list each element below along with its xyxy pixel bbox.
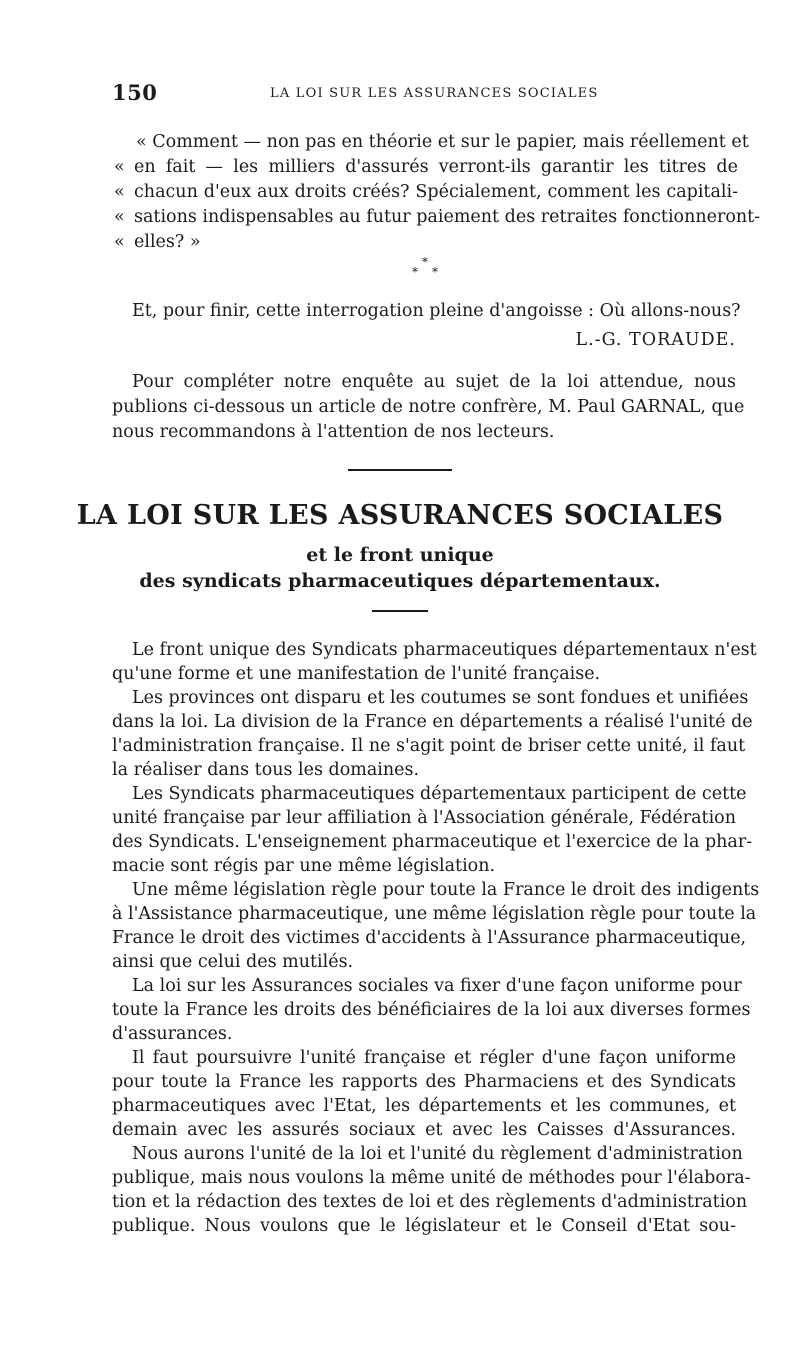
- quote-line-text: en fait — les milliers d'assurés verront-ils garantir les titres de: [134, 157, 738, 177]
- body-line: pharmaceutiques avec l'Etat, les départements et les communes, et: [112, 1096, 736, 1116]
- body-line: Les Syndicats pharmaceutiques départementaux participent de cette: [132, 784, 747, 804]
- body-line: unité française par leur affiliation à l'Association générale, Fédération: [112, 808, 736, 828]
- body-line: ainsi que celui des mutilés.: [112, 952, 354, 972]
- body-line: pour toute la France les rapports des Pharmaciens et des Syndicats: [112, 1072, 736, 1092]
- body-line: macie sont régis par une même législation.: [112, 856, 496, 876]
- closing-sentence: Et, pour finir, cette interrogation pleine d'angoisse : Où allons-nous?: [132, 301, 741, 321]
- quote-line-text: « Comment — non pas en théorie et sur le papier, mais réellement et: [136, 132, 749, 152]
- asterisk: *: [422, 255, 428, 269]
- article-subtitle-line2: des syndicats pharmaceutiques départementaux.: [139, 570, 661, 592]
- guillemet-mark: «: [114, 232, 125, 252]
- body-line: dans la loi. La division de la France en départements a réalisé l'unité de: [112, 712, 753, 732]
- guillemet-mark: «: [114, 207, 125, 227]
- quote-line: [114, 205, 761, 229]
- body-line: des Syndicats. L'enseignement pharmaceutique et l'exercice de la phar-: [112, 832, 753, 852]
- body-line: La loi sur les Assurances sociales va fixer d'une façon uniforme pour: [132, 976, 742, 996]
- intro-line: publions ci-dessous un article de notre confrère, M. Paul GARNAL, que: [112, 397, 745, 417]
- quote-line: [114, 230, 738, 254]
- asterisk: *: [432, 265, 438, 279]
- page-number: 150: [112, 80, 158, 105]
- quote-line: [114, 180, 738, 204]
- quote-line-text: chacun d'eux aux droits créés? Spécialement, comment les capitali-: [134, 182, 738, 202]
- body-line: demain avec les assurés sociaux et avec les Caisses d'Assurances.: [112, 1120, 736, 1140]
- body-line: France le droit des victimes d'accidents à l'Assurance pharmaceutique,: [112, 928, 747, 948]
- page-header: [112, 80, 738, 110]
- body-line: publique, mais nous voulons la même unité de méthodes pour l'élabora-: [112, 1168, 751, 1188]
- author-signature: L.-G. TORAUDE.: [575, 330, 736, 350]
- asterisk: *: [412, 265, 418, 279]
- article-title: LA LOI SUR LES ASSURANCES SOCIALES: [76, 500, 724, 531]
- article-subtitle-line1: et le front unique: [306, 544, 494, 566]
- body-line: Une même législation règle pour toute la France le droit des indigents: [132, 880, 760, 900]
- intro-line: nous recommandons à l'attention de nos lecteurs.: [112, 422, 555, 442]
- guillemet-mark: «: [114, 157, 125, 177]
- asterism-separator: [0, 254, 800, 284]
- body-line: l'administration française. Il ne s'agit point de briser cette unité, il faut: [112, 736, 746, 756]
- body-line: tion et la rédaction des textes de loi et des règlements d'administration: [112, 1192, 748, 1212]
- body-line: toute la France les droits des bénéficiaires de la loi aux diverses formes: [112, 1000, 751, 1020]
- body-line: à l'Assistance pharmaceutique, une même législation règle pour toute la: [112, 904, 757, 924]
- body-line: publique. Nous voulons que le législateur et le Conseil d'Etat sou-: [112, 1216, 736, 1236]
- quote-line: [114, 130, 749, 154]
- body-line: d'assurances.: [112, 1024, 233, 1044]
- guillemet-mark: «: [114, 182, 125, 202]
- body-line: Il faut poursuivre l'unité française et régler d'une façon uniforme: [132, 1048, 736, 1068]
- body-line: la réaliser dans tous les domaines.: [112, 760, 420, 780]
- quote-line: [114, 155, 738, 179]
- body-line: Le front unique des Syndicats pharmaceutiques départementaux n'est: [132, 640, 757, 660]
- quote-line-text: elles? »: [134, 232, 201, 252]
- quote-line-text: sations indispensables au futur paiement des retraites fonctionneront-: [134, 207, 761, 227]
- running-head: LA LOI SUR LES ASSURANCES SOCIALES: [270, 86, 599, 101]
- title-top-rule: [348, 469, 452, 471]
- body-line: Les provinces ont disparu et les coutumes se sont fondues et unifiées: [132, 688, 749, 708]
- body-line: qu'une forme et une manifestation de l'unité française.: [112, 664, 601, 684]
- intro-line: Pour compléter notre enquête au sujet de la loi attendue, nous: [132, 372, 736, 392]
- title-bottom-rule: [372, 610, 428, 612]
- body-line: Nous aurons l'unité de la loi et l'unité du règlement d'administration: [132, 1144, 743, 1164]
